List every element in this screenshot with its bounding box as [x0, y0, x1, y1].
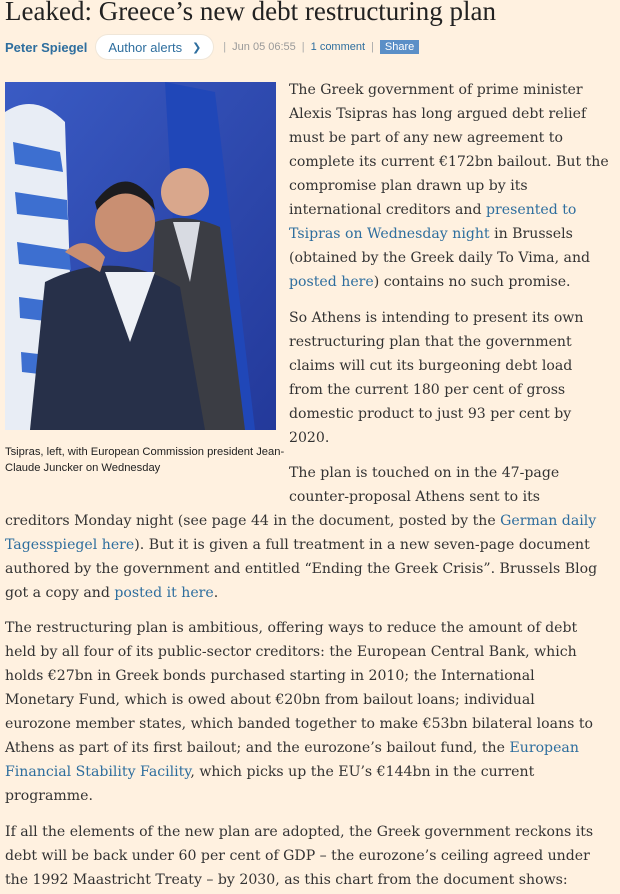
p1-line: (obtained by the Greek daily To Vima, and: [289, 250, 591, 266]
text: in Brussels: [489, 226, 573, 242]
p1-line: must be part of any new agreement to: [289, 130, 563, 146]
p2-line: So Athens is intending to present its own: [289, 310, 584, 326]
p3-line: counter-proposal Athens sent to its: [289, 489, 541, 505]
chevron-down-icon: ❯: [192, 41, 202, 54]
p1-line: [289, 270, 571, 294]
p1-line: compromise plan drawn up by its: [289, 178, 528, 194]
author-alerts-label: Author alerts: [108, 39, 183, 55]
posted-it-here-link[interactable]: posted it here: [114, 585, 214, 601]
p4-line: held by all four of its public-sector creditors: the European Central Bank, which: [5, 644, 577, 660]
article-photo: [5, 82, 276, 430]
article-headline: Leaked: Greece’s new debt restructuring plan: [5, 0, 497, 26]
p1-line: The Greek government of prime minister: [289, 82, 583, 98]
p4-line: eurozone member states, which banded together to make €53bn bilateral loans to: [5, 716, 594, 732]
posted-here-link[interactable]: posted here: [289, 274, 374, 290]
p3-line: [5, 581, 218, 605]
photo-illustration: [5, 82, 276, 430]
p5-line: the 1992 Maastricht Treaty – by 2030, as this chart from the document shows:: [5, 872, 568, 888]
p4-line: Monetary Fund, which is owed about €20bn from bailout loans; individual: [5, 692, 535, 708]
p2-line: from the current 180 per cent of gross: [289, 382, 566, 398]
p2-line: domestic product to just 93 per cent by: [289, 406, 572, 422]
text: ) contains no such promise.: [373, 274, 571, 290]
p3-line: authored by the government and entitled “Ending the Greek Crisis”. Brussels Blog: [5, 561, 598, 577]
separator: |: [223, 41, 227, 53]
efsf-link[interactable]: Financial Stability Facility: [5, 764, 191, 780]
p3-line: The plan is touched on in the 47-page: [289, 465, 560, 481]
p4-line: programme.: [5, 788, 93, 804]
p2-line: 2020.: [289, 430, 330, 446]
comments-link[interactable]: 1 comment: [310, 41, 366, 53]
text: .: [213, 585, 219, 601]
publish-date: Jun 05 06:55: [232, 41, 296, 53]
p1-line: [289, 198, 576, 222]
tagesspiegel-link[interactable]: Tagesspiegel here: [5, 537, 135, 553]
separator: |: [371, 41, 374, 53]
author-alerts-button[interactable]: [96, 35, 213, 59]
tagesspiegel-link[interactable]: German daily: [500, 513, 597, 529]
presented-link[interactable]: presented to: [486, 202, 577, 218]
author-link[interactable]: Peter Spiegel: [5, 39, 88, 55]
p4-line: holds €27bn in Greek bonds purchased starting in 2010; the International: [5, 668, 535, 684]
p3-line: [5, 533, 590, 557]
p2-line: claims will cut its burgeoning debt load: [289, 358, 573, 374]
p1-line: Alexis Tsipras has long argued debt relief: [289, 106, 587, 122]
p1-line: complete its current €172bn bailout. But the: [289, 154, 609, 170]
separator: |: [301, 41, 305, 53]
p5-line: debt will be back under 60 per cent of GDP – the eurozone’s ceiling agreed under: [5, 848, 590, 864]
text: got a copy and: [5, 585, 115, 601]
p3-line: [5, 509, 596, 533]
p1-line: [289, 222, 573, 246]
photo-caption: Tsipras, left, with European Commission president Jean-Claude Juncker on Wednesday: [5, 446, 285, 474]
text: Athens as part of its first bailout; and the eurozone’s bailout fund, the: [5, 740, 510, 756]
p5-line: If all the elements of the new plan are adopted, the Greek government reckons its: [5, 824, 594, 840]
p2-line: restructuring plan that the government: [289, 334, 572, 350]
text: ). But it is given a full treatment in a new seven-page document: [134, 537, 590, 553]
p4-line: The restructuring plan is ambitious, offering ways to reduce the amount of debt: [5, 620, 578, 636]
p4-line: [5, 736, 579, 760]
text: , which picks up the EU’s €144bn in the current: [190, 764, 535, 780]
text: international creditors and: [289, 202, 487, 218]
text: creditors Monday night (see page 44 in the document, posted by the: [5, 513, 501, 529]
presented-link[interactable]: Tsipras on Wednesday night: [289, 226, 490, 242]
byline: [5, 35, 419, 59]
p4-line: [5, 760, 534, 784]
share-button[interactable]: Share: [380, 40, 419, 54]
efsf-link[interactable]: European: [509, 740, 579, 756]
